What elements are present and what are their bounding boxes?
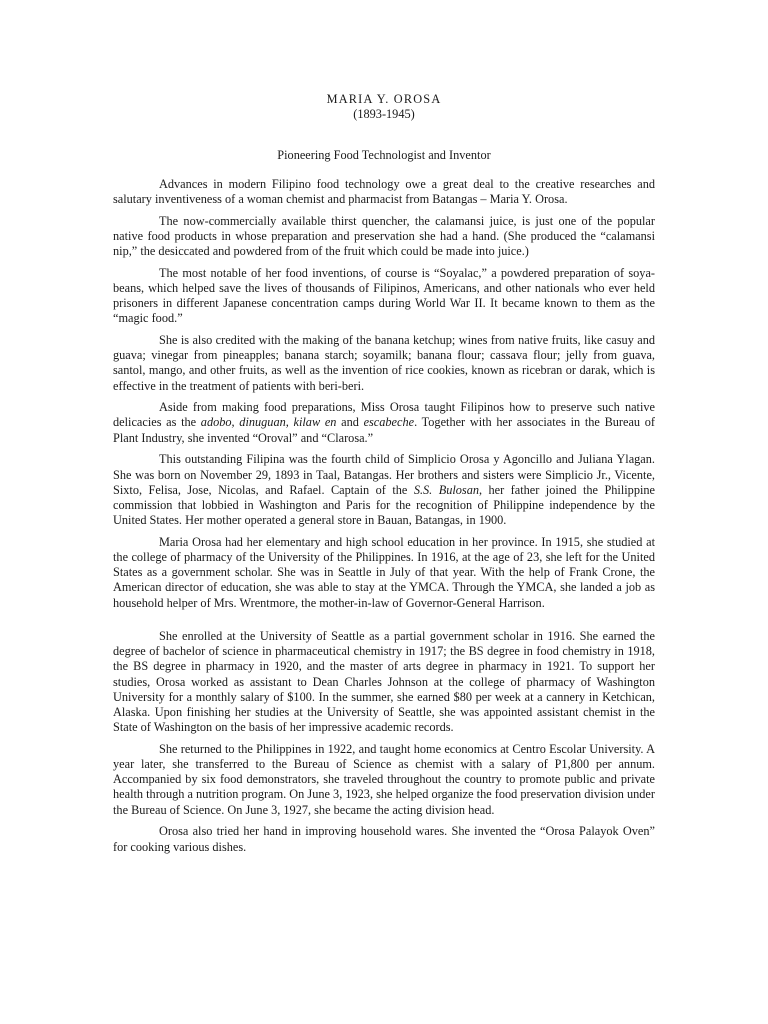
paragraph-preservation-italic-1: adobo, dinuguan, kilaw en: [200, 415, 337, 430]
document-page: [113, 92, 655, 861]
paragraph-preservation-text-3: . Together with her associates in the Bureau of Plant Industry, she invented “Oroval” and “Clarosa.”: [113, 415, 655, 445]
paragraph-household-wares: Orosa also tried her hand in improving household wares. She invented the “Orosa Palayok Oven” for cooking various dishes.: [113, 824, 655, 854]
document-dates: (1893-1945): [353, 107, 415, 122]
paragraph-calamansi: The now-commercially available thirst quencher, the calamansi juice, is just one of the popular native food products in whose preparation and preservation she had a hand. (She produced the “calamansi nip,” the desiccated and powdered from of the fruit which could be made into juice.): [113, 213, 655, 258]
paragraph-return-philippines: She returned to the Philippines in 1922, and taught home economics at Centro Escolar University. A year later, she transferred to the Bureau of Science as chemist with a salary of P1,800 per annum. Accompanied by six food demonstrators, she traveled throughout the country to promote public and private health through a nutrition program. On June 3, 1923, she helped organize the food preservation division under the Bureau of Science. On June 3, 1927, she became the acting division head.: [113, 741, 655, 817]
paragraph-education: Maria Orosa had her elementary and high school education in her province. In 1915, she studied at the college of pharmacy of the University of the Philippines. In 1916, at the age of 23, she left for the United States as a government scholar. She was in Seattle in July of that year. With the help of Frank Crone, the American director of education, she was able to stay at the YMCA. Through the YMCA, she landed a job as household helper of Mrs. Wrentmore, the mother-in-law of Governor-General Harrison.: [113, 534, 655, 610]
paragraph-preservation-text-2: and: [336, 415, 364, 430]
paragraph-preservation: [113, 400, 655, 446]
paragraph-university-seattle: She enrolled at the University of Seattle as a partial government scholar in 1916. She earned the degree of bachelor of science in pharmaceutical chemistry in 1917; the BS degree in food chemistry in 1918, the BS degree in pharmacy in 1920, and the master of arts degree in pharmacy in 1921. To support her studies, Orosa worked as assistant to Dean Charles Johnson at the college of pharmacy of Washington University for a monthly salary of $100. In the summer, she earned $80 per week at a cannery in Ketchican, Alaska. Upon finishing her studies at the University of Seattle, she was appointed assistant chemist in the State of Washington on the basis of her impressive academic records.: [113, 628, 655, 735]
document-subtitle: Pioneering Food Technologist and Inventor: [277, 148, 491, 163]
document-title: MARIA Y. OROSA: [326, 92, 442, 106]
paragraph-family-text-1: This outstanding Filipina was the fourth child of Simplicio Orosa y Agoncillo and Juliana Ylagan. She was born on November 29, 1893 in Taal, Batangas. Her brothers and sisters were Simplicio Jr., Vicente, Sixto, Felisa, Jose, Nicolas, and Rafael. Captain of the: [113, 452, 655, 497]
paragraph-family-italic: S.S. Bulosan: [413, 482, 480, 497]
paragraph-intro: Advances in modern Filipino food technology owe a great deal to the creative researches and salutary inventiveness of a woman chemist and pharmacist from Batangas – Maria Y. Orosa.: [113, 176, 655, 206]
paragraph-family-text-2: , her father joined the Philippine commission that lobbied in Washington and Paris for the recognition of Philippine independence by the United States. Her mother operated a general store in Bauan, Batangas, in 1900.: [113, 482, 655, 528]
paragraph-family: [113, 452, 655, 528]
paragraph-preservation-italic-2: escabeche: [363, 415, 415, 430]
paragraph-other-inventions: She is also credited with the making of the banana ketchup; wines from native fruits, like casuy and guava; vinegar from pineapples; banana starch; soyamilk; banana flour; cassava flour; jelly from guava, santol, mango, and other fruits, as well as the invention of rice cookies, known as ricebran or darak, which is effective in the treatment of patients with beri-beri.: [113, 332, 655, 393]
paragraph-soyalac: The most notable of her food inventions, of course is “Soyalac,” a powdered preparation of soya-beans, which helped save the lives of thousands of Filipinos, Americans, and other nationals who ever held prisoners in different Japanese concentration camps during World War II. It became known to them as the “magic food.”: [113, 265, 655, 326]
paragraph-preservation-text-1: Aside from making food preparations, Miss Orosa taught Filipinos how to preserve such native delicacies as the: [113, 400, 655, 430]
